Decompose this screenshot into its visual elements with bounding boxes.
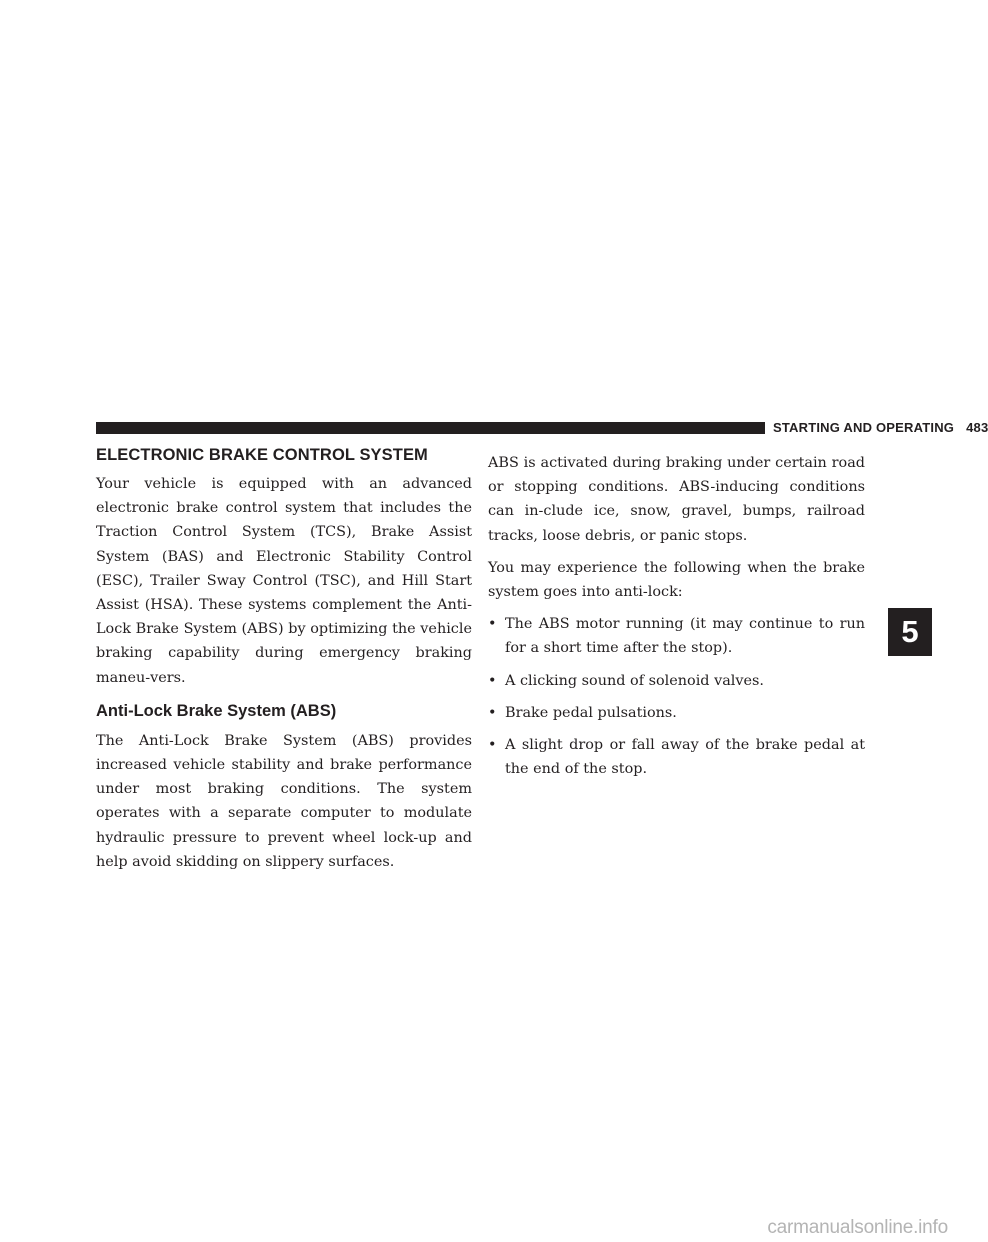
list-item [488, 612, 865, 660]
bullet-icon: • [488, 616, 497, 633]
chapter-tab: 5 [888, 608, 932, 656]
bullet-icon: • [488, 737, 497, 754]
list-item [488, 669, 865, 693]
anti-lock-experience-paragraph: You may experience the following when the brake system goes into anti-lock: [488, 559, 865, 601]
abs-activation-paragraph: ABS is activated during braking under certain road or stopping conditions. ABS-inducing conditions can in-clude ice, snow, gravel, bumps, railroad tracks, loose debris, or panic stops. [488, 455, 865, 544]
abs-paragraph: The Anti-Lock Brake System (ABS) provides increased vehicle stability and brake performance under most braking conditions. The system operates with a separate computer to modulate hydraulic pressure to prevent wheel lock-up and help avoid skidding on slippery surfaces. [96, 732, 472, 870]
bullet-icon: • [488, 704, 497, 721]
section-name: STARTING AND OPERATING [773, 420, 955, 435]
symptom-list [488, 612, 865, 781]
list-item-text: The ABS motor running (it may continue to run for a short time after the stop). [505, 616, 865, 657]
list-item-text: A slight drop or fall away of the brake pedal at the end of the stop. [505, 737, 865, 778]
left-column [96, 445, 472, 882]
intro-paragraph: Your vehicle is equipped with an advanced electronic brake control system that includes the Traction Control System (TCS), Brake Assist System (BAS) and Electronic Stability Control (ESC), Trailer Sway Control (TSC), and Hill Start Assist (HSA). These systems complement the Anti-Lock Brake System (ABS) by optimizing the vehicle braking capability during emergency braking maneu-vers. [96, 476, 472, 686]
list-item [488, 733, 865, 781]
list-item-text: A clicking sound of solenoid valves. [505, 672, 765, 689]
section-title: ELECTRONIC BRAKE CONTROL SYSTEM [96, 446, 428, 464]
abs-subheading: Anti-Lock Brake System (ABS) [96, 701, 337, 720]
running-header [773, 419, 988, 437]
page-number: 483 [966, 420, 988, 435]
bullet-icon: • [488, 672, 497, 689]
right-column [488, 451, 865, 789]
list-item-text: Brake pedal pulsations. [505, 704, 677, 721]
header-rule [96, 422, 765, 434]
list-item [488, 701, 865, 725]
watermark: carmanualsonline.info [767, 1217, 948, 1238]
